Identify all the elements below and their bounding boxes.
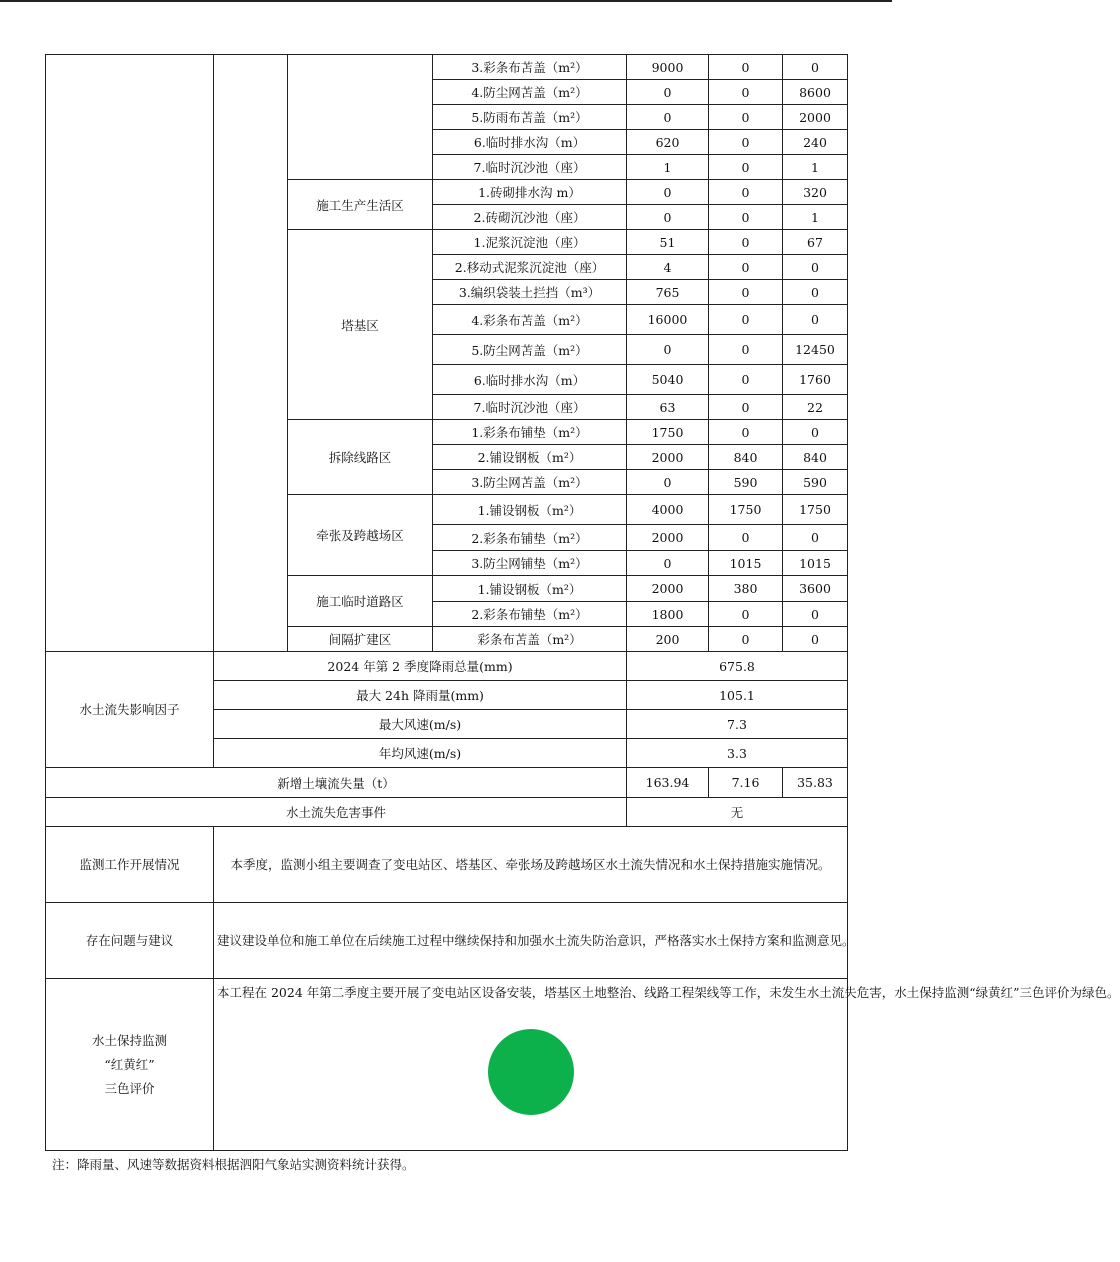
- blank-subcategory-cell: [214, 55, 288, 652]
- measure-cell: 3.防尘网苫盖（m²）: [433, 470, 627, 495]
- evaluation-label-line: “红黄红”: [104, 1056, 155, 1072]
- area-cell: 拆除线路区: [288, 420, 433, 495]
- value-cell: 0: [709, 155, 783, 180]
- value-cell: 2000: [627, 525, 709, 551]
- value-cell: 0: [783, 627, 848, 652]
- footnote: 注：降雨量、风速等数据资料根据泗阳气象站实测资料统计获得。: [52, 1157, 415, 1172]
- measure-cell: 1.铺设钢板（m²）: [433, 576, 627, 602]
- value-cell: 0: [627, 105, 709, 130]
- value-cell: 22: [783, 395, 848, 420]
- measure-cell: 6.临时排水沟（m）: [433, 130, 627, 155]
- value-cell: 0: [709, 280, 783, 305]
- measure-cell: 7.临时沉沙池（座）: [433, 395, 627, 420]
- value-cell: 0: [709, 420, 783, 445]
- evaluation-label-line: 水土保持监测: [91, 1032, 167, 1048]
- value-cell: 2000: [627, 576, 709, 602]
- soil-loss-label: 新增土壤流失量（t）: [46, 768, 627, 798]
- area-cell: 间隔扩建区: [288, 627, 433, 652]
- soil-loss-value: 163.94: [627, 768, 709, 798]
- area-cell: 牵张及跨越场区: [288, 495, 433, 576]
- evaluation-label-line: 三色评价: [104, 1080, 155, 1096]
- value-cell: 1: [627, 155, 709, 180]
- value-cell: 380: [709, 576, 783, 602]
- value-cell: 620: [627, 130, 709, 155]
- measure-cell: 1.彩条布铺垫（m²）: [433, 420, 627, 445]
- value-cell: 1750: [783, 495, 848, 525]
- measure-cell: 3.防尘网铺垫（m²）: [433, 551, 627, 576]
- monitoring-text: 本季度，监测小组主要调查了变电站区、塔基区、牵张场及跨越场区水土流失情况和水土保持措施实施情况。: [214, 827, 848, 903]
- area-cell: [288, 55, 433, 180]
- factor-value: 3.3: [627, 739, 848, 768]
- value-cell: 0: [709, 230, 783, 255]
- hazard-value: 无: [627, 798, 848, 827]
- top-rule: [0, 0, 892, 2]
- value-cell: 8600: [783, 80, 848, 105]
- value-cell: 0: [709, 205, 783, 230]
- value-cell: 0: [627, 80, 709, 105]
- area-cell: 施工临时道路区: [288, 576, 433, 627]
- value-cell: 0: [709, 395, 783, 420]
- value-cell: 765: [627, 280, 709, 305]
- value-cell: 0: [709, 80, 783, 105]
- value-cell: 63: [627, 395, 709, 420]
- measure-cell: 2.彩条布铺垫（m²）: [433, 602, 627, 627]
- value-cell: 1800: [627, 602, 709, 627]
- soil-loss-value: 35.83: [783, 768, 848, 798]
- value-cell: 51: [627, 230, 709, 255]
- value-cell: 1015: [783, 551, 848, 576]
- table-row: [46, 827, 848, 903]
- value-cell: 1750: [627, 420, 709, 445]
- value-cell: 0: [709, 255, 783, 280]
- value-cell: 0: [709, 55, 783, 80]
- factor-name: 2024 年第 2 季度降雨总量(mm): [214, 652, 627, 681]
- value-cell: 0: [627, 470, 709, 495]
- factor-label: 水土流失影响因子: [46, 652, 214, 768]
- factor-value: 675.8: [627, 652, 848, 681]
- evaluation-label: [46, 979, 214, 1151]
- value-cell: 840: [709, 445, 783, 470]
- measure-cell: 5.防尘网苫盖（m²）: [433, 335, 627, 365]
- value-cell: 5040: [627, 365, 709, 395]
- factor-name: 最大风速(m/s): [214, 710, 627, 739]
- measure-cell: 6.临时排水沟（m）: [433, 365, 627, 395]
- monitoring-table: [45, 54, 1120, 1151]
- value-cell: 240: [783, 130, 848, 155]
- value-cell: 4000: [627, 495, 709, 525]
- value-cell: 12450: [783, 335, 848, 365]
- value-cell: 1015: [709, 551, 783, 576]
- table-row: [46, 55, 848, 80]
- value-cell: 0: [709, 130, 783, 155]
- measure-cell: 4.防尘网苫盖（m²）: [433, 80, 627, 105]
- measure-cell: 1.砖砌排水沟 m）: [433, 180, 627, 205]
- value-cell: 0: [783, 255, 848, 280]
- soil-loss-value: 7.16: [709, 768, 783, 798]
- value-cell: 0: [783, 280, 848, 305]
- measure-cell: 彩条布苫盖（m²）: [433, 627, 627, 652]
- area-cell: 塔基区: [288, 230, 433, 420]
- table-row: [46, 798, 848, 827]
- value-cell: 320: [783, 180, 848, 205]
- value-cell: 1750: [709, 495, 783, 525]
- value-cell: 0: [627, 205, 709, 230]
- value-cell: 0: [709, 365, 783, 395]
- value-cell: 0: [783, 420, 848, 445]
- value-cell: 2000: [627, 445, 709, 470]
- value-cell: 1: [783, 155, 848, 180]
- value-cell: 200: [627, 627, 709, 652]
- value-cell: 0: [627, 180, 709, 205]
- problems-text: 建议建设单位和施工单位在后续施工过程中继续保持和加强水土流失防治意识，严格落实水土保持方案和监测意见。: [214, 903, 848, 979]
- value-cell: 0: [627, 551, 709, 576]
- measure-cell: 3.彩条布苫盖（m²）: [433, 55, 627, 80]
- table-row: [46, 979, 848, 1151]
- problems-label: 存在问题与建议: [46, 903, 214, 979]
- value-cell: 0: [709, 335, 783, 365]
- evaluation-text: 本工程在 2024 年第二季度主要开展了变电站区设备安装，塔基区土地整治、线路工程架线等工作，未发生水土流失危害，水土保持监测“绿黄红”三色评价为绿色。: [217, 985, 1120, 1000]
- value-cell: 0: [627, 335, 709, 365]
- value-cell: 590: [709, 470, 783, 495]
- value-cell: 9000: [627, 55, 709, 80]
- value-cell: 0: [709, 627, 783, 652]
- value-cell: 840: [783, 445, 848, 470]
- factor-value: 7.3: [627, 710, 848, 739]
- value-cell: 1760: [783, 365, 848, 395]
- value-cell: 0: [783, 525, 848, 551]
- value-cell: 0: [783, 602, 848, 627]
- measure-cell: 2.移动式泥浆沉淀池（座）: [433, 255, 627, 280]
- evaluation-cell: [214, 979, 1120, 1151]
- green-rating-circle: [488, 1029, 574, 1115]
- measure-cell: 7.临时沉沙池（座）: [433, 155, 627, 180]
- factor-name: 年均风速(m/s): [214, 739, 627, 768]
- table-row: [46, 768, 848, 798]
- value-cell: 4: [627, 255, 709, 280]
- value-cell: 0: [709, 305, 783, 335]
- value-cell: 67: [783, 230, 848, 255]
- measure-cell: 1.铺设钢板（m²）: [433, 495, 627, 525]
- measure-cell: 3.编织袋装土拦挡（m³）: [433, 280, 627, 305]
- measure-cell: 2.铺设钢板（m²）: [433, 445, 627, 470]
- table-row: [46, 903, 848, 979]
- value-cell: 0: [709, 525, 783, 551]
- value-cell: 3600: [783, 576, 848, 602]
- factor-value: 105.1: [627, 681, 848, 710]
- value-cell: 16000: [627, 305, 709, 335]
- table-row: [46, 652, 848, 681]
- measure-cell: 2.砖砌沉沙池（座）: [433, 205, 627, 230]
- value-cell: 1: [783, 205, 848, 230]
- measure-cell: 2.彩条布铺垫（m²）: [433, 525, 627, 551]
- measure-cell: 1.泥浆沉淀池（座）: [433, 230, 627, 255]
- value-cell: 0: [709, 105, 783, 130]
- value-cell: 0: [709, 180, 783, 205]
- measure-cell: 4.彩条布苫盖（m²）: [433, 305, 627, 335]
- blank-category-cell: [46, 55, 214, 652]
- area-cell: 施工生产生活区: [288, 180, 433, 230]
- value-cell: 2000: [783, 105, 848, 130]
- measure-cell: 5.防雨布苫盖（m²）: [433, 105, 627, 130]
- value-cell: 0: [709, 602, 783, 627]
- value-cell: 590: [783, 470, 848, 495]
- monitoring-label: 监测工作开展情况: [46, 827, 214, 903]
- factor-name: 最大 24h 降雨量(mm): [214, 681, 627, 710]
- value-cell: 0: [783, 55, 848, 80]
- value-cell: 0: [783, 305, 848, 335]
- hazard-label: 水土流失危害事件: [46, 798, 627, 827]
